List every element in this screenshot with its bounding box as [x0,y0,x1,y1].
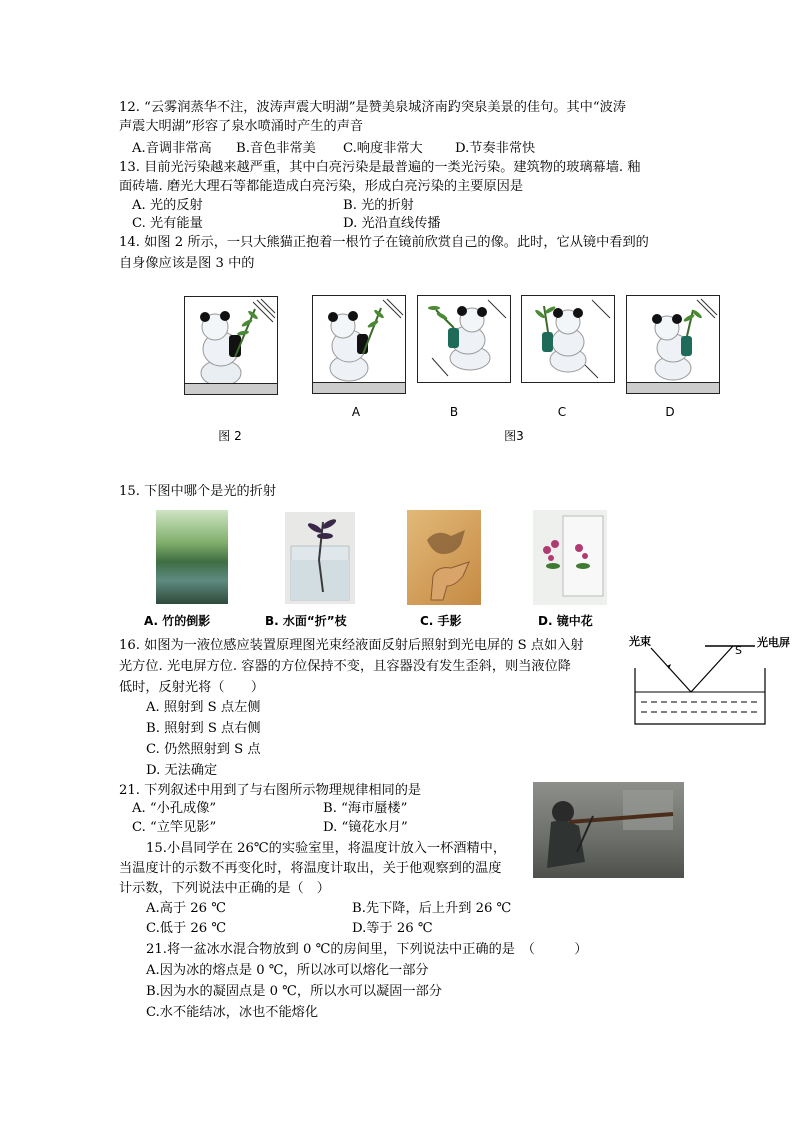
q15b-stem-line1: 15.小昌同学在 26℃的实验室里，将温度计放入一杯酒精中， [146,841,507,856]
photo-aiming-rifle [533,782,684,878]
photo-bamboo-reflection [156,510,228,604]
q21a-option-c: C. “立竿见影” [132,820,217,835]
q15b-option-d: D.等于 26 ℃ [352,921,433,936]
figure3-label-c: C [557,405,567,419]
q16-option-b: B. 照射到 S 点右侧 [146,721,261,736]
q13-stem-line2: 面砖墙. 磨光大理石等都能造成白亮污染，形成白亮污染的主要原因是 [119,179,524,194]
figure2-caption: 图 2 [218,429,242,443]
q12-stem-line1: 12. “云雾润蒸华不注，波涛声震大明湖”是赞美泉城济南趵突泉美景的佳句。其中“波涛 [119,100,626,115]
figure3-label-d: D [665,405,675,419]
q15a-stem: 15. 下图中哪个是光的折射 [119,484,277,499]
q13-option-a: A. 光的反射 [132,198,203,213]
q15b-option-c: C.低于 26 ℃ [146,921,227,936]
q12-option-c: C.响度非常大 [343,141,423,156]
q13-option-d: D. 光沿直线传播 [343,216,441,231]
q21a-option-d: D. “镜花水月” [323,820,408,835]
q21b-option-a: A.因为冰的熔点是 0 ℃，所以冰可以熔化一部分 [146,963,429,978]
q13-option-b: B. 光的折射 [343,198,414,213]
q21b-option-c: C.水不能结冰，冰也不能熔化 [146,1005,319,1020]
q15a-caption-b: B. 水面“折”枝 [265,614,347,628]
q16-option-c: C. 仍然照射到 S 点 [146,742,261,757]
q16-option-d: D. 无法确定 [146,763,218,778]
q12-stem-line2: 声震大明湖”形容了泉水喷涌时产生的声音 [119,119,364,134]
diagram-label-beam: 光束 [629,635,651,648]
figure3-option-c [521,295,615,383]
q21b-option-b: B.因为水的凝固点是 0 ℃，所以水可以凝固一部分 [146,984,442,999]
figure3-option-a [312,295,406,394]
q15b-stem-line2: 当温度计的示数不再变化时，将温度计取出，关于他观察到的温度 [119,861,502,876]
q16-option-a: A. 照射到 S 点左侧 [146,700,261,715]
q13-stem-line1: 13. 目前光污染越来越严重，其中白亮污染是最普遍的一类光污染。建筑物的玻璃幕墙. 釉 [119,160,641,175]
q12-option-a: A.音调非常高 [132,141,212,156]
q21a-option-a: A. “小孔成像” [132,801,217,816]
q15b-option-b: B.先下降，后上升到 26 ℃ [352,901,512,916]
figure3-label-b: B [449,405,459,419]
figure3-caption: 图3 [504,429,524,443]
photo-bent-branch [285,512,355,604]
liquid-level-sensor-diagram [627,630,792,730]
diagram-label-screen: 光电屏 [757,636,790,649]
q21b-stem: 21.将一盆冰水混合物放到 0 ℃的房间里，下列说法中正确的是 （ ） [146,942,588,957]
q12-option-b: B.音色非常美 [236,141,316,156]
q14-stem-line1: 14. 如图 2 所示，一只大熊猫正抱着一根竹子在镜前欣赏自己的像。此时，它从镜中看到的 [119,235,649,250]
q14-stem-line2: 自身像应该是图 3 中的 [119,256,255,271]
figure3-option-b [417,295,511,383]
q13-option-c: C. 光有能量 [132,216,203,231]
photo-hand-shadow [407,510,481,605]
q15b-stem-line3: 计示数，下列说法中正确的是（ ） [119,881,330,896]
figure3-option-d [626,295,720,394]
q15a-caption-a: A. 竹的倒影 [144,614,211,628]
q12-option-d: D.节奏非常快 [455,141,536,156]
q15a-caption-d: D. 镜中花 [538,614,593,628]
photo-mirror-flower [533,510,607,605]
q15b-option-a: A.高于 26 ℃ [146,901,227,916]
figure2-panda [184,296,278,395]
q16-stem-line1: 16. 如图为一液位感应装置原理图光束经液面反射后照射到光电屏的 S 点如入射 [119,638,584,653]
figure3-label-a: A [351,405,361,419]
q15a-caption-c: C. 手影 [420,614,462,628]
diagram-label-s: S [735,644,742,657]
q16-stem-line3: 低时，反射光将（ ） [119,680,265,695]
q21a-stem: 21. 下列叙述中用到了与右图所示物理规律相同的是 [119,783,422,798]
q21a-option-b: B. “海市蜃楼” [323,801,408,816]
q16-stem-line2: 光方位. 光电屏方位. 容器的方位保持不变，且容器没有发生歪斜，则当液位降 [119,659,571,674]
